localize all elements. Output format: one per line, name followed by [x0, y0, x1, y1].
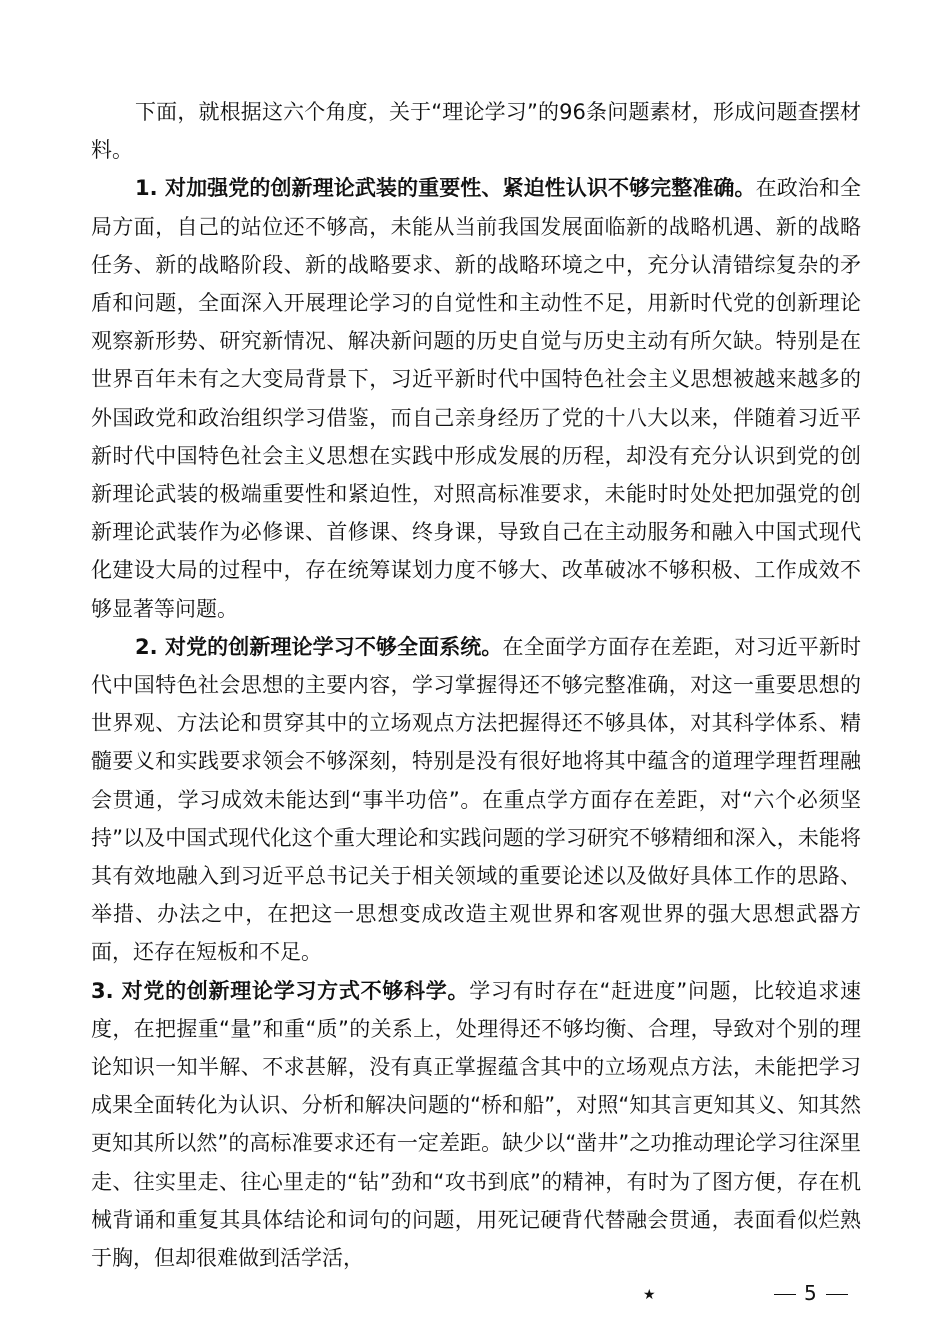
- page-number: [766, 1281, 856, 1305]
- star-icon: ★: [643, 1287, 656, 1303]
- left-dash: [774, 1294, 796, 1295]
- item-2-paragraph: [91, 628, 861, 972]
- item-3-body: 学习有时存在“赶进度”问题，比较追求速度，在把握重“量”和重“质”的关系上，处理得还不够均衡、合理，导致对个别的理论知识一知半解、不求甚解，没有真正掌握蕴含其中的立场观点方法，未能把学习成果全面转化为认识、分析和解决问题的“桥和船”，对照“知其言更知其义、知其然更知其所以然”的高标准要求还有一定差距。缺少以“凿井”之功推动理论学习往深里走、往实里走、往心里走的“钻”劲和“攻书到底”的精神，有时为了图方便，存在机械背诵和重复其具体结论和词句的问题，用死记硬背代替融会贯通，表面看似烂熟于胸，但却很难做到活学活，: [91, 978, 861, 1271]
- item-1-heading: 1. 对加强党的创新理论武装的重要性、紧迫性认识不够完整准确。: [135, 176, 756, 201]
- right-dash: [826, 1294, 848, 1295]
- item-2-heading: 2. 对党的创新理论学习不够全面系统。: [135, 634, 503, 659]
- intro-paragraph: 下面，就根据这六个角度，关于“理论学习”的96条问题素材，形成问题查摆材料。: [91, 100, 861, 163]
- item-2-body: 在全面学方面存在差距，对习近平新时代中国特色社会思想的主要内容，学习掌握得还不够完整准确，对这一重要思想的世界观、方法论和贯穿其中的立场观点方法把握得还不够具体，对其科学体系、精髓要义和实践要求领会不够深刻，特别是没有很好地将其中蕴含的道理学理哲理融会贯通，学习成效未能达到“事半功倍”。在重点学方面存在差距，对“六个必须坚持”以及中国式现代化这个重大理论和实践问题的学习研究不够精细和深入，未能将其有效地融入到习近平总书记关于相关领域的重要论述以及做好具体工作的思路、举措、办法之中，在把这一思想变成改造主观世界和客观世界的强大思想武器方面，还存在短板和不足。: [91, 634, 861, 965]
- item-3-paragraph: [91, 972, 861, 1278]
- item-1-body: 在政治和全局方面，自己的站位还不够高，未能从当前我国发展面临新的战略机遇、新的战略任务、新的战略阶段、新的战略要求、新的战略环境之中，充分认清错综复杂的矛盾和问题，全面深入开展理论学习的自觉性和主动性不足，用新时代党的创新理论观察新形势、研究新情况、解决新问题的历史自觉与历史主动有所欠缺。特别是在世界百年未有之大变局背景下，习近平新时代中国特色社会主义思想被越来越多的外国政党和政治组织学习借鉴，而自己亲身经历了党的十八大以来，伴随着习近平新时代中国特色社会主义思想在实践中形成发展的历程，却没有充分认识到党的创新理论武装的极端重要性和紧迫性，对照高标准要求，未能时时处处把加强党的创新理论武装作为必修课、首修课、终身课，导致自己在主动服务和融入中国式现代化建设大局的过程中，存在统筹谋划力度不够大、改革破冰不够积极、工作成效不够显著等问题。: [91, 176, 861, 621]
- item-1-paragraph: [91, 169, 861, 627]
- item-3-heading: 3. 对党的创新理论学习方式不够科学。: [91, 978, 470, 1003]
- body-text: [91, 93, 861, 1277]
- page-number-value: 5: [804, 1281, 818, 1305]
